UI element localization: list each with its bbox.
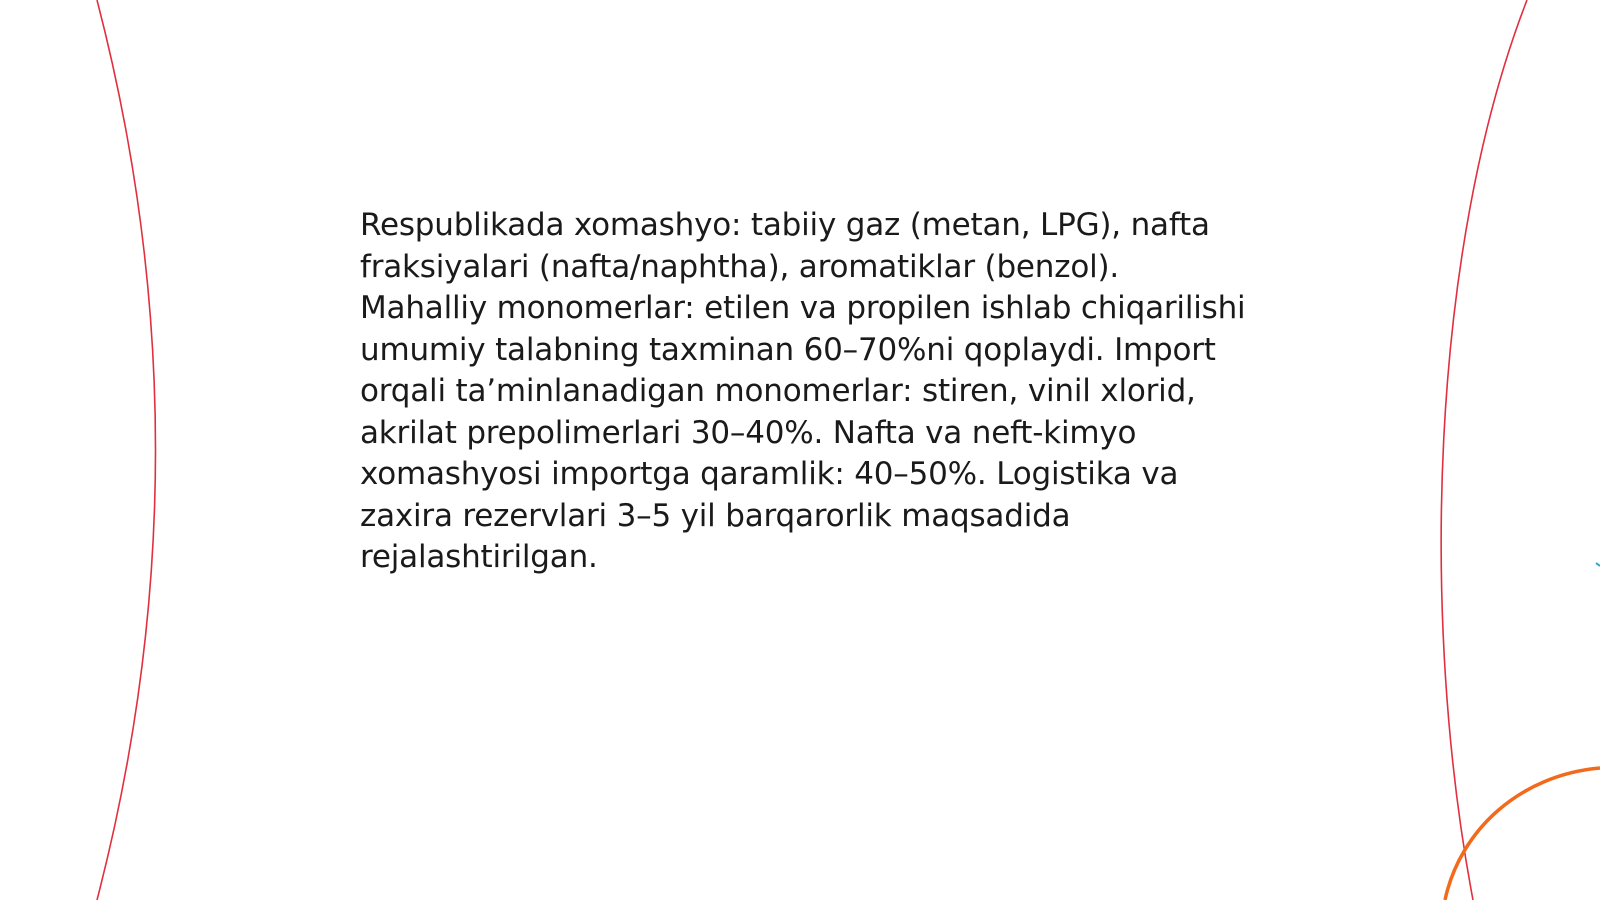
- slide-body-text: Respublikada xomashyo: tabiiy gaz (metan, LPG), nafta fraksiyalari (nafta/naphtha), aromatiklar (benzol). Mahalliy monomerlar: etilen va propilen ishlab chiqarilishi umumiy talabning taxminan 60–70%ni qoplaydi. Import orqali ta’minlanadigan monomerlar: stiren, vinil xlorid, akrilat prepolimerlari 30–40%. Nafta va neft-kimyo xomashyosi importga qaramlik: 40–50%. Logistika va zaxira rezervlari 3–5 yil barqarorlik maqsadida rejalashtirilgan.: [360, 207, 1246, 575]
- orange-circle-arc: [1445, 768, 1600, 900]
- left-arc: [97, 0, 156, 900]
- teal-accent-mark: [1596, 563, 1600, 566]
- right-arc: [1441, 0, 1527, 900]
